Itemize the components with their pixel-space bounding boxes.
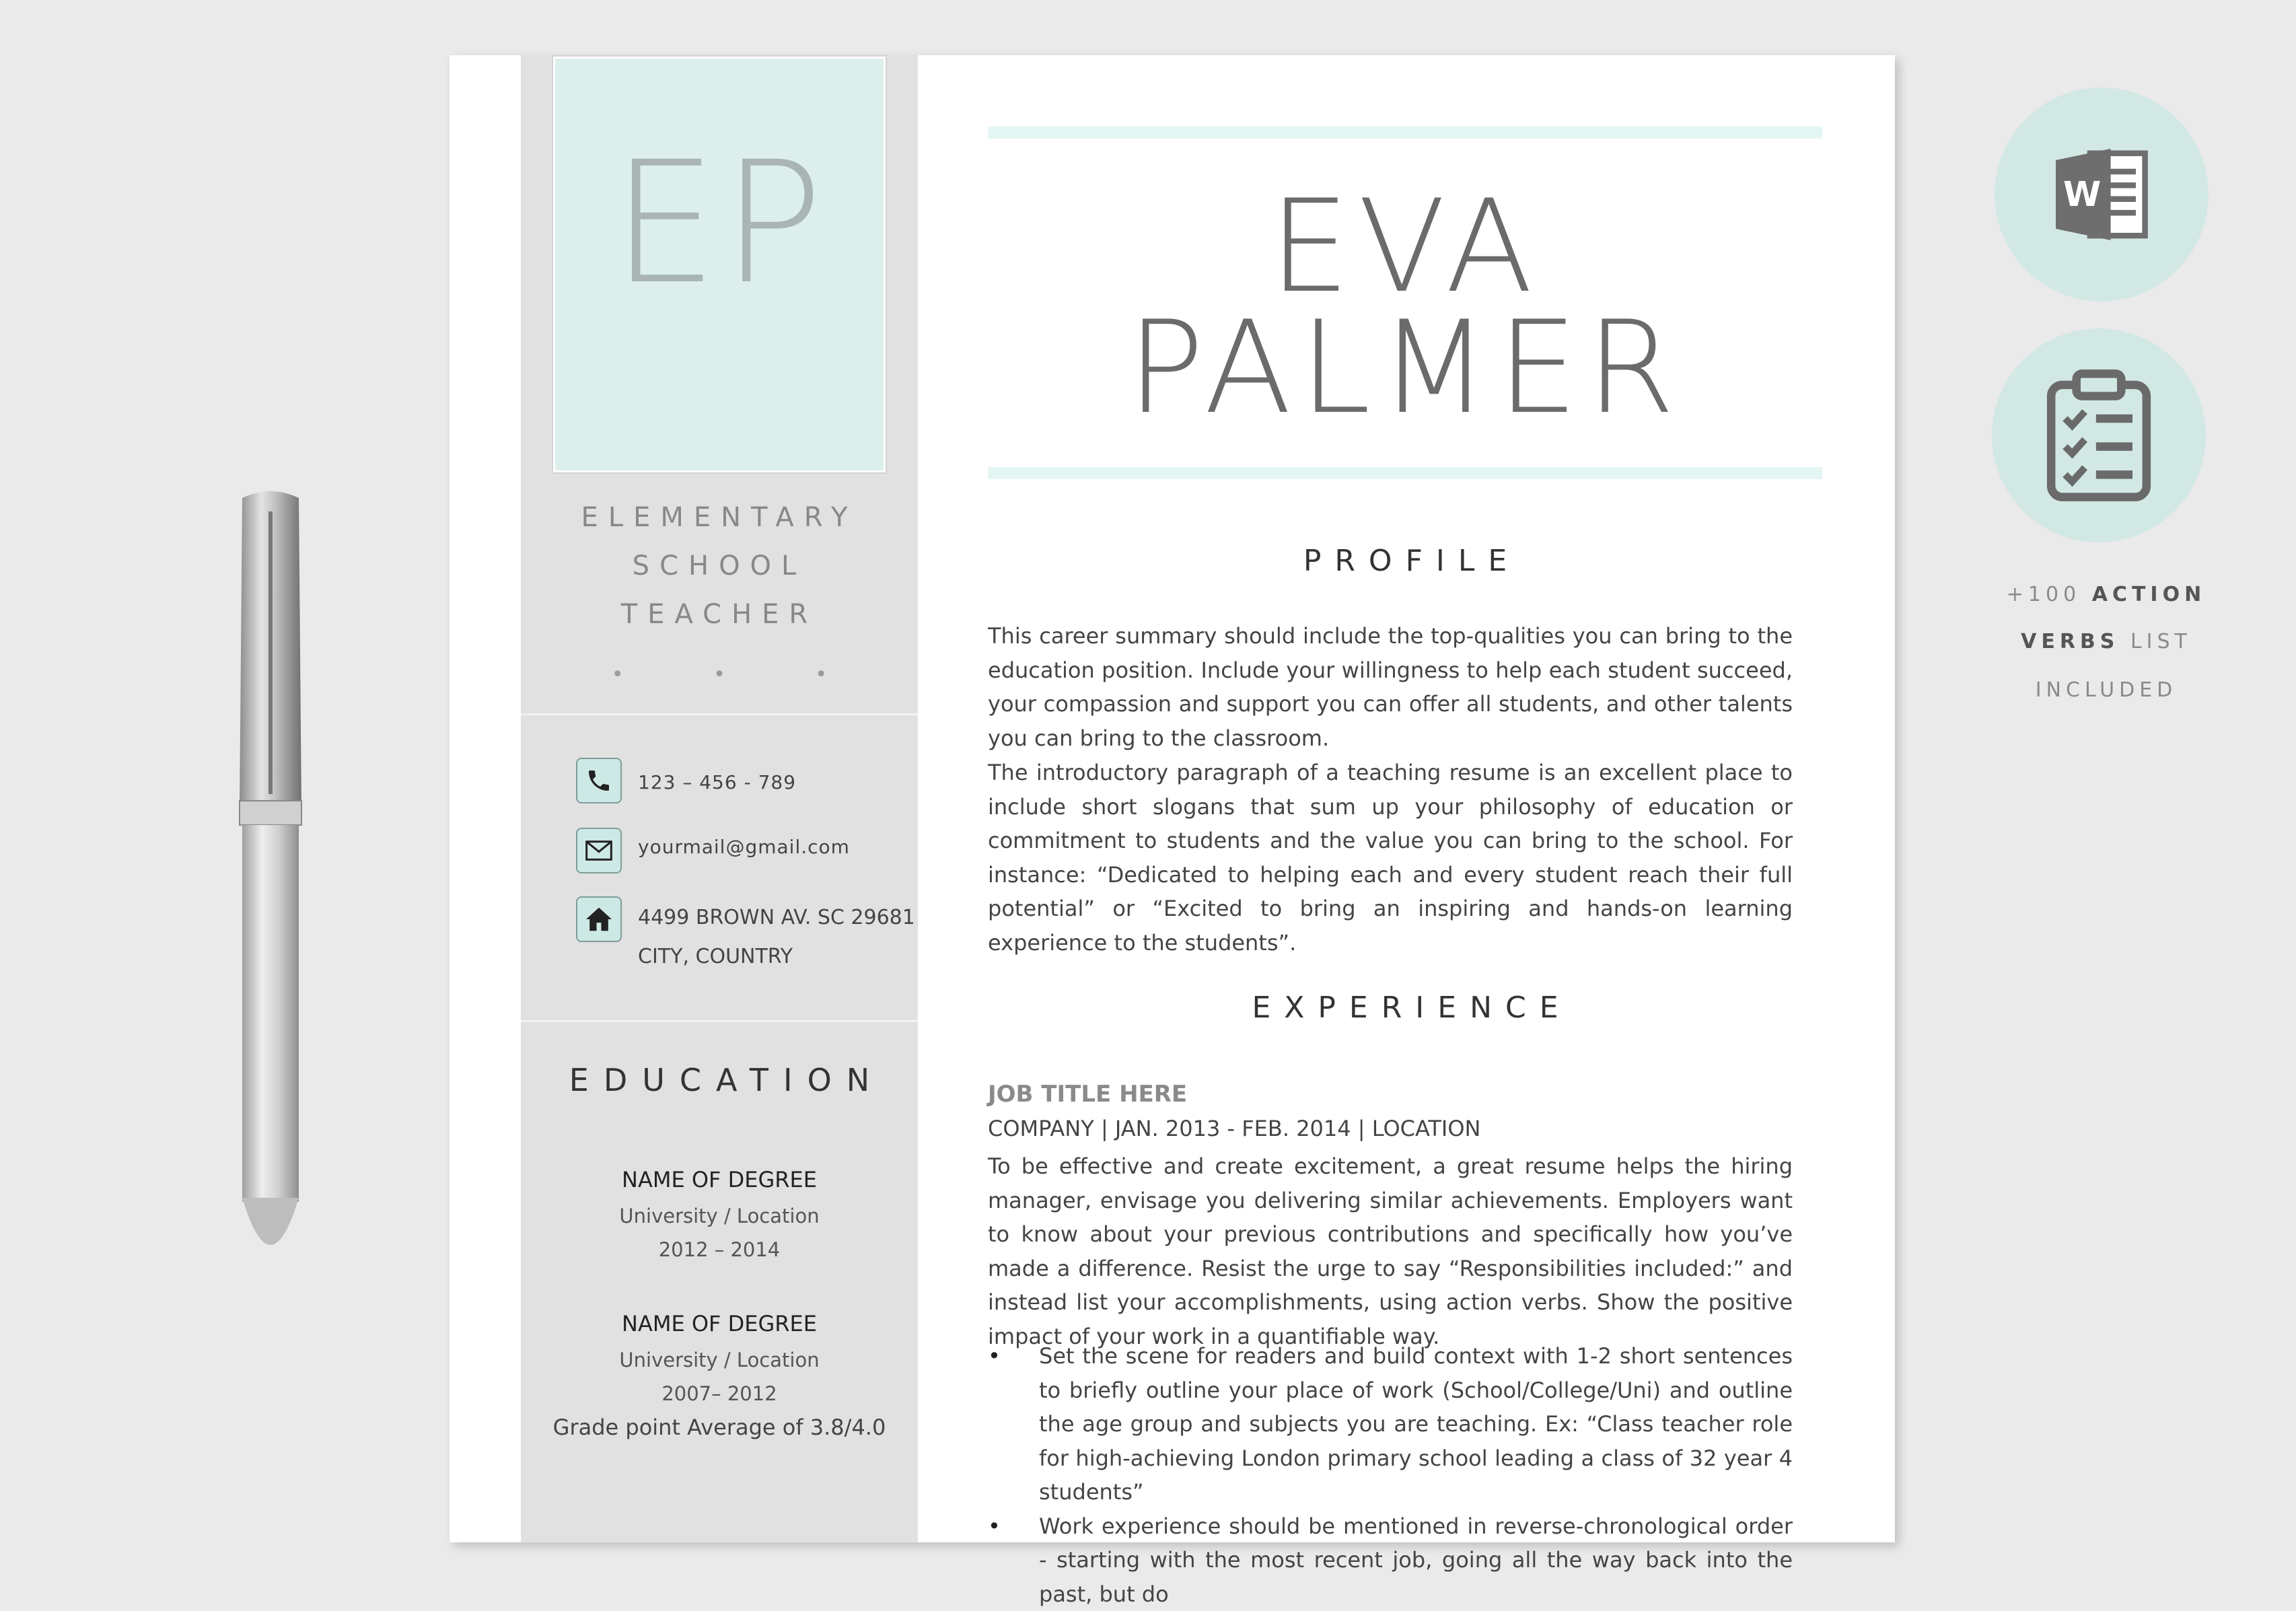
bullet-text: Set the scene for readers and build context with 1-2 short sentences to briefly outline your place of work (School/College/Uni) and outline the age group and subjects you are teaching. Ex: “Class teacher role for high-achieving London primary school leading a class of 32 year 4 students”: [1039, 1343, 1793, 1505]
top-accent-bar: [988, 127, 1822, 139]
resume-page: [450, 55, 1895, 1542]
bottom-accent-bar: [988, 467, 1822, 479]
checklist-badge: [1992, 328, 2206, 542]
bullet-text: Work experience should be mentioned in reverse-chronological order - starting with the most recent job, going all the way back into the past, but do: [1039, 1513, 1793, 1607]
education-heading: EDUCATION: [521, 1062, 918, 1098]
role-line-3: TEACHER: [521, 599, 918, 630]
promo-word: LIST: [2130, 630, 2192, 653]
gpa: Grade point Average of 3.8/4.0: [521, 1415, 918, 1440]
degree-name: NAME OF DEGREE: [521, 1167, 918, 1192]
sidebar-divider: [521, 713, 918, 715]
list-item: • Work experience should be mentioned in reverse-chronological order - starting with the most recent job, going all the way back into the past, but do: [988, 1509, 1793, 1611]
mail-icon: [576, 828, 622, 873]
promo-count: +100: [2007, 583, 2081, 606]
home-icon: [576, 896, 622, 942]
last-name: PALMER: [988, 304, 1822, 432]
promo-line-2: [1992, 630, 2221, 653]
sidebar-divider: [521, 1020, 918, 1022]
degree-years: 2012 – 2014: [521, 1238, 918, 1261]
monogram: EP: [612, 125, 828, 321]
promo-line-3: INCLUDED: [1992, 678, 2221, 702]
job-description: To be effective and create excitement, a great resume helps the hiring manager, envisage you delivering similar achievements. Employers want to know about your previous contributions and specifically how you’ve made a difference. Resist the urge to say “Responsibilities included:” and instead list your accomplishments, using action verbs. Show the positive impact of your work in a quantifiable way.: [988, 1149, 1793, 1353]
svg-text:W: W: [2063, 175, 2101, 215]
experience-heading: EXPERIENCE: [988, 991, 1822, 1025]
phone-icon: [576, 758, 622, 803]
fountain-pen-image: [229, 485, 312, 1285]
address-line-2: CITY, COUNTRY: [638, 945, 793, 968]
experience-bullets: [988, 1339, 1793, 1611]
word-badge: [1995, 87, 2209, 301]
profile-paragraph-2: The introductory paragraph of a teaching resume is an excellent place to include short slogans that sum up your philosophy of education or commitment to students and the value you can bring to the school. For instance: “Dedicated to helping each and every student reach their full potential” or “Excited to bring an inspiring and hands-on learning experience to the students”.: [988, 756, 1793, 960]
decorative-dots: • • •: [521, 663, 918, 686]
monogram-box: [553, 57, 886, 472]
sidebar: [521, 55, 918, 1542]
role-line-2: SCHOOL: [521, 550, 918, 581]
email-address: yourmail@gmail.com: [638, 836, 850, 858]
degree-school: University / Location: [521, 1349, 918, 1371]
job-title: JOB TITLE HERE: [988, 1081, 1187, 1108]
promo-word: ACTION: [2092, 583, 2206, 606]
address-line-1: 4499 BROWN AV. SC 29681: [638, 906, 915, 929]
degree-years: 2007– 2012: [521, 1382, 918, 1405]
promo-word: VERBS: [2021, 630, 2119, 653]
profile-paragraph-1: This career summary should include the top-qualities you can bring to the education position. Include your willingness to help each student succeed, your compassion and support you can offer all students, and other talents you can bring to the classroom.: [988, 619, 1793, 755]
clipboard-checklist-icon: [2042, 368, 2156, 503]
degree-school: University / Location: [521, 1205, 918, 1227]
degree-name: NAME OF DEGREE: [521, 1311, 918, 1336]
list-item: • Set the scene for readers and build context with 1-2 short sentences to briefly outline your place of work (School/College/Uni) and outline the age group and subjects you are teaching. Ex: “Class teacher role for high-achieving London primary school leading a class of 32 year 4 students”: [988, 1339, 1793, 1509]
promo-line-1: [1992, 583, 2221, 606]
word-document-icon: [2044, 137, 2159, 252]
role-line-1: ELEMENTARY: [521, 502, 918, 533]
profile-heading: PROFILE: [988, 544, 1822, 578]
first-name: EVA: [988, 183, 1822, 311]
phone-number: 123 – 456 - 789: [638, 771, 796, 793]
company-line: COMPANY | JAN. 2013 - FEB. 2014 | LOCATION: [988, 1116, 1480, 1141]
